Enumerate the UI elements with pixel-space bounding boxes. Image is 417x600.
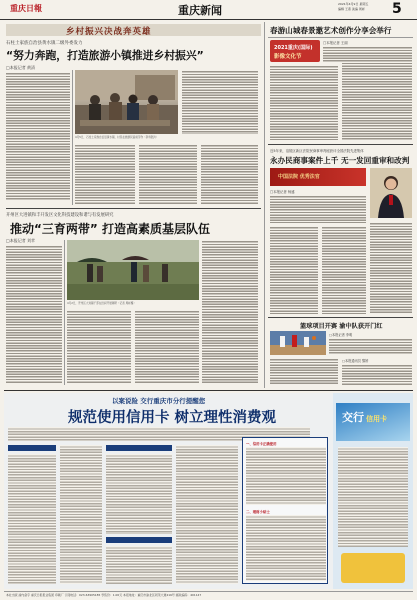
story1-text-col2 — [182, 70, 258, 134]
right-story3-text-b — [270, 358, 338, 385]
judge-portrait — [370, 168, 412, 218]
right-story2-text-b — [270, 226, 318, 314]
right-story3-text-a — [329, 338, 412, 355]
right-story2-text-c — [322, 226, 366, 314]
ad-kicker: 以案说险 交行重庆市分行提醒您 — [112, 397, 206, 405]
ad-col2-text — [106, 454, 172, 534]
festival-logo — [270, 40, 320, 62]
right-story1-text-b — [270, 65, 338, 140]
story1-headline: “努力奔跑，打造旅游小镇推进乡村振兴” — [6, 49, 204, 62]
story2-text-col4 — [135, 310, 199, 383]
story1-byline: □本报记者 黄清 — [6, 65, 36, 70]
ad-section — [4, 393, 413, 589]
ad-side-title2: 二、理财小贴士 — [246, 510, 270, 514]
story1-text-col4 — [139, 144, 197, 204]
right-story4-text — [342, 364, 412, 385]
editors-line: 编辑 王燕 美编 周彬 — [338, 7, 365, 11]
story2-headline: 推动“三育两带” 打造高素质基层队伍 — [10, 222, 210, 236]
ad-promo-box-title: 交行 — [342, 411, 364, 424]
court-banner — [270, 168, 366, 186]
story1-photo — [75, 70, 178, 134]
ad-side-title1: 一、信用卡正确使用 — [246, 442, 277, 446]
ad-col1-title — [8, 445, 56, 451]
section-title: 重庆新闻 — [178, 4, 222, 17]
ad-promo-visual — [341, 553, 405, 583]
story2-text-col3 — [67, 310, 131, 383]
story2-photo-caption: 4月2日，开州区大进镇干部在田间开展调研（记者 周彬摄） — [67, 302, 136, 305]
right-story1-byline: □本报记者 王丽 — [323, 41, 348, 45]
story2-kicker: 开州区大进镇和丰开发区文化科技建设和谐与有发展研究 — [6, 213, 114, 218]
ad-promo-card — [333, 393, 413, 589]
photo-field-umbrellas — [67, 240, 199, 300]
ad-col1-text — [8, 454, 56, 584]
right-story2-byline: □本报记者 杨盛 — [270, 190, 295, 194]
ad-promo-header — [336, 403, 410, 441]
paper-logo: 重庆日報 — [10, 3, 42, 13]
story1-kicker: 石柱土家族自治县黄水镇二级外委发力 — [6, 41, 83, 46]
story1-text-col3 — [75, 144, 135, 204]
ad-col3-text — [176, 445, 238, 584]
banner-text: 乡村振兴决战奔英雄 — [66, 27, 152, 37]
ad-promo-text — [338, 447, 408, 547]
ad-side-text2 — [246, 515, 326, 581]
right-story2-kicker: 近5年来，涪陵区新区法院民商事审判庭获评全国法院先进集体 — [270, 149, 364, 153]
page-number: 5 — [392, 1, 402, 17]
ad-col2-title — [106, 445, 172, 451]
court-banner-text: 中国法院 优秀法官 — [278, 174, 320, 180]
footer-info: 本社出版 渝内备字 重庆日报报业集团 印刷厂 订阅电话：023-63905185 零售价：1.00元 本报地址：重庆市渝北区同茂大道416号 邮政编码：401147 — [6, 593, 202, 597]
right-story3-byline: □本报记者 李明 — [329, 333, 353, 337]
festival-logo-line2: 影像文化节 — [274, 54, 302, 60]
special-banner — [6, 24, 261, 36]
ad-col4-text — [106, 546, 172, 584]
basketball-photo — [270, 331, 326, 355]
ad-col4-title — [106, 537, 172, 543]
ad-headline: 规范使用信用卡 树立理性消费观 — [68, 410, 277, 426]
story1-text-col1 — [6, 72, 70, 200]
story1-photo-caption: 4月5日，石柱土家族自治县黄水镇，村民在旅游民宿前劳作（资料图片） — [75, 136, 159, 139]
story2-text-col1 — [6, 245, 62, 383]
right-story2-headline: 永办民商事案件上千 无一发回重审和改判 — [270, 156, 410, 165]
right-story1-text-c — [342, 46, 412, 140]
basketball-scene — [270, 331, 326, 355]
ad-promo-box-sub: 信用卡 — [366, 415, 387, 423]
ad-side-box — [242, 437, 328, 584]
story2-text-col2 — [202, 240, 258, 383]
right-story1-headline: 春游山城春景邀艺术创作分享会举行 — [270, 26, 392, 35]
right-story2-text-a — [270, 195, 366, 223]
issue-date: 2021年4月9日 星期五 — [338, 2, 369, 6]
festival-logo-line1: 2021重庆(国际) — [274, 45, 313, 51]
story1-text-col5 — [201, 144, 258, 204]
story2-photo — [67, 240, 199, 300]
photo-people-scene — [75, 70, 178, 134]
right-story4-byline: □本报通讯员 黎婷 — [342, 359, 369, 363]
right-story3-headline: 篮球项目开赛 渝中队获开门红 — [300, 323, 383, 330]
story2-byline: □本报记者 刘苹 — [6, 238, 36, 243]
ad-col1b-text — [60, 445, 102, 584]
portrait-figure — [370, 168, 412, 218]
ad-side-text1 — [246, 447, 326, 505]
masthead — [0, 0, 417, 20]
right-story2-text-d — [370, 222, 412, 314]
